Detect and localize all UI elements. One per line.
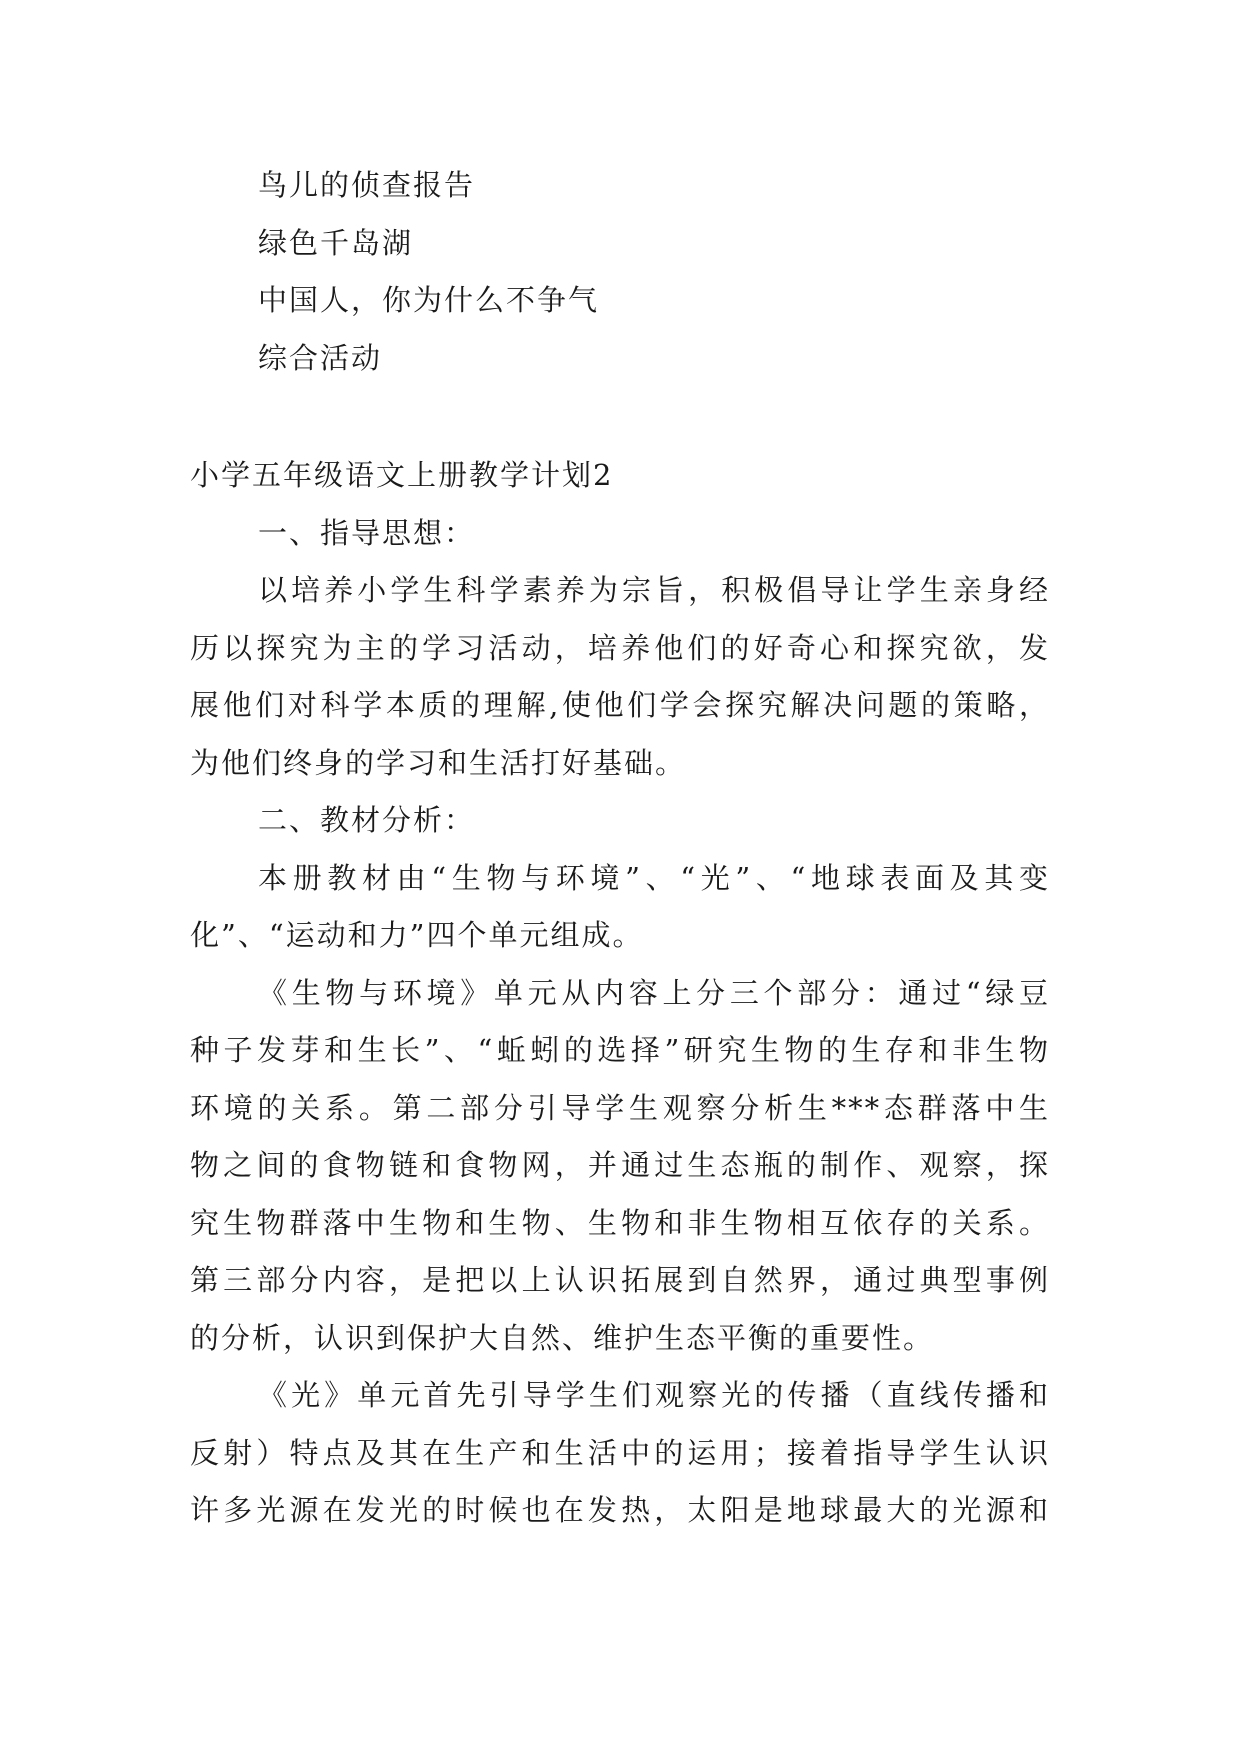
paragraph-line: 化”、“运动和力”四个单元组成。 [190,918,644,952]
section-heading-textbook-analysis: 二、教材分析： [258,803,476,837]
paragraph-line: 展他们对科学本质的理解,使他们学会探究解决问题的策略， [190,688,1050,722]
paragraph-line: 第三部分内容，是把以上认识拓展到自然界，通过典型事例 [190,1263,1050,1297]
toc-item: 鸟儿的侦查报告 [258,168,476,202]
paragraph-line: 《光》单元首先引导学生们观察光的传播（直线传播和 [258,1378,1050,1412]
section-heading-guiding-ideas: 一、指导思想： [258,516,476,550]
document-title: 小学五年级语文上册教学计划2 [190,458,614,492]
paragraph-line: 反射）特点及其在生产和生活中的运用；接着指导学生认识 [190,1436,1050,1470]
paragraph-line: 种子发芽和生长”、“蚯蚓的选择”研究生物的生存和非生物 [190,1033,1050,1067]
paragraph-line: 为他们终身的学习和生活打好基础。 [190,746,687,780]
paragraph-line: 《生物与环境》单元从内容上分三个部分：通过“绿豆 [258,976,1050,1010]
paragraph-line: 究生物群落中生物和生物、生物和非生物相互依存的关系。 [190,1206,1050,1240]
toc-item: 综合活动 [258,341,383,375]
toc-item: 绿色千岛湖 [258,226,414,260]
paragraph-line: 许多光源在发光的时候也在发热，太阳是地球最大的光源和 [190,1493,1050,1527]
toc-item: 中国人，你为什么不争气 [258,283,600,317]
paragraph-line: 的分析，认识到保护大自然、维护生态平衡的重要性。 [190,1321,935,1355]
paragraph-line: 环境的关系。第二部分引导学生观察分析生***态群落中生 [190,1091,1050,1125]
paragraph-line: 以培养小学生科学素养为宗旨，积极倡导让学生亲身经 [258,573,1050,607]
paragraph-line: 物之间的食物链和食物网，并通过生态瓶的制作、观察，探 [190,1148,1050,1182]
paragraph-line: 历以探究为主的学习活动，培养他们的好奇心和探究欲，发 [190,631,1050,665]
paragraph-line: 本册教材由“生物与环境”、“光”、“地球表面及其变 [258,861,1050,895]
